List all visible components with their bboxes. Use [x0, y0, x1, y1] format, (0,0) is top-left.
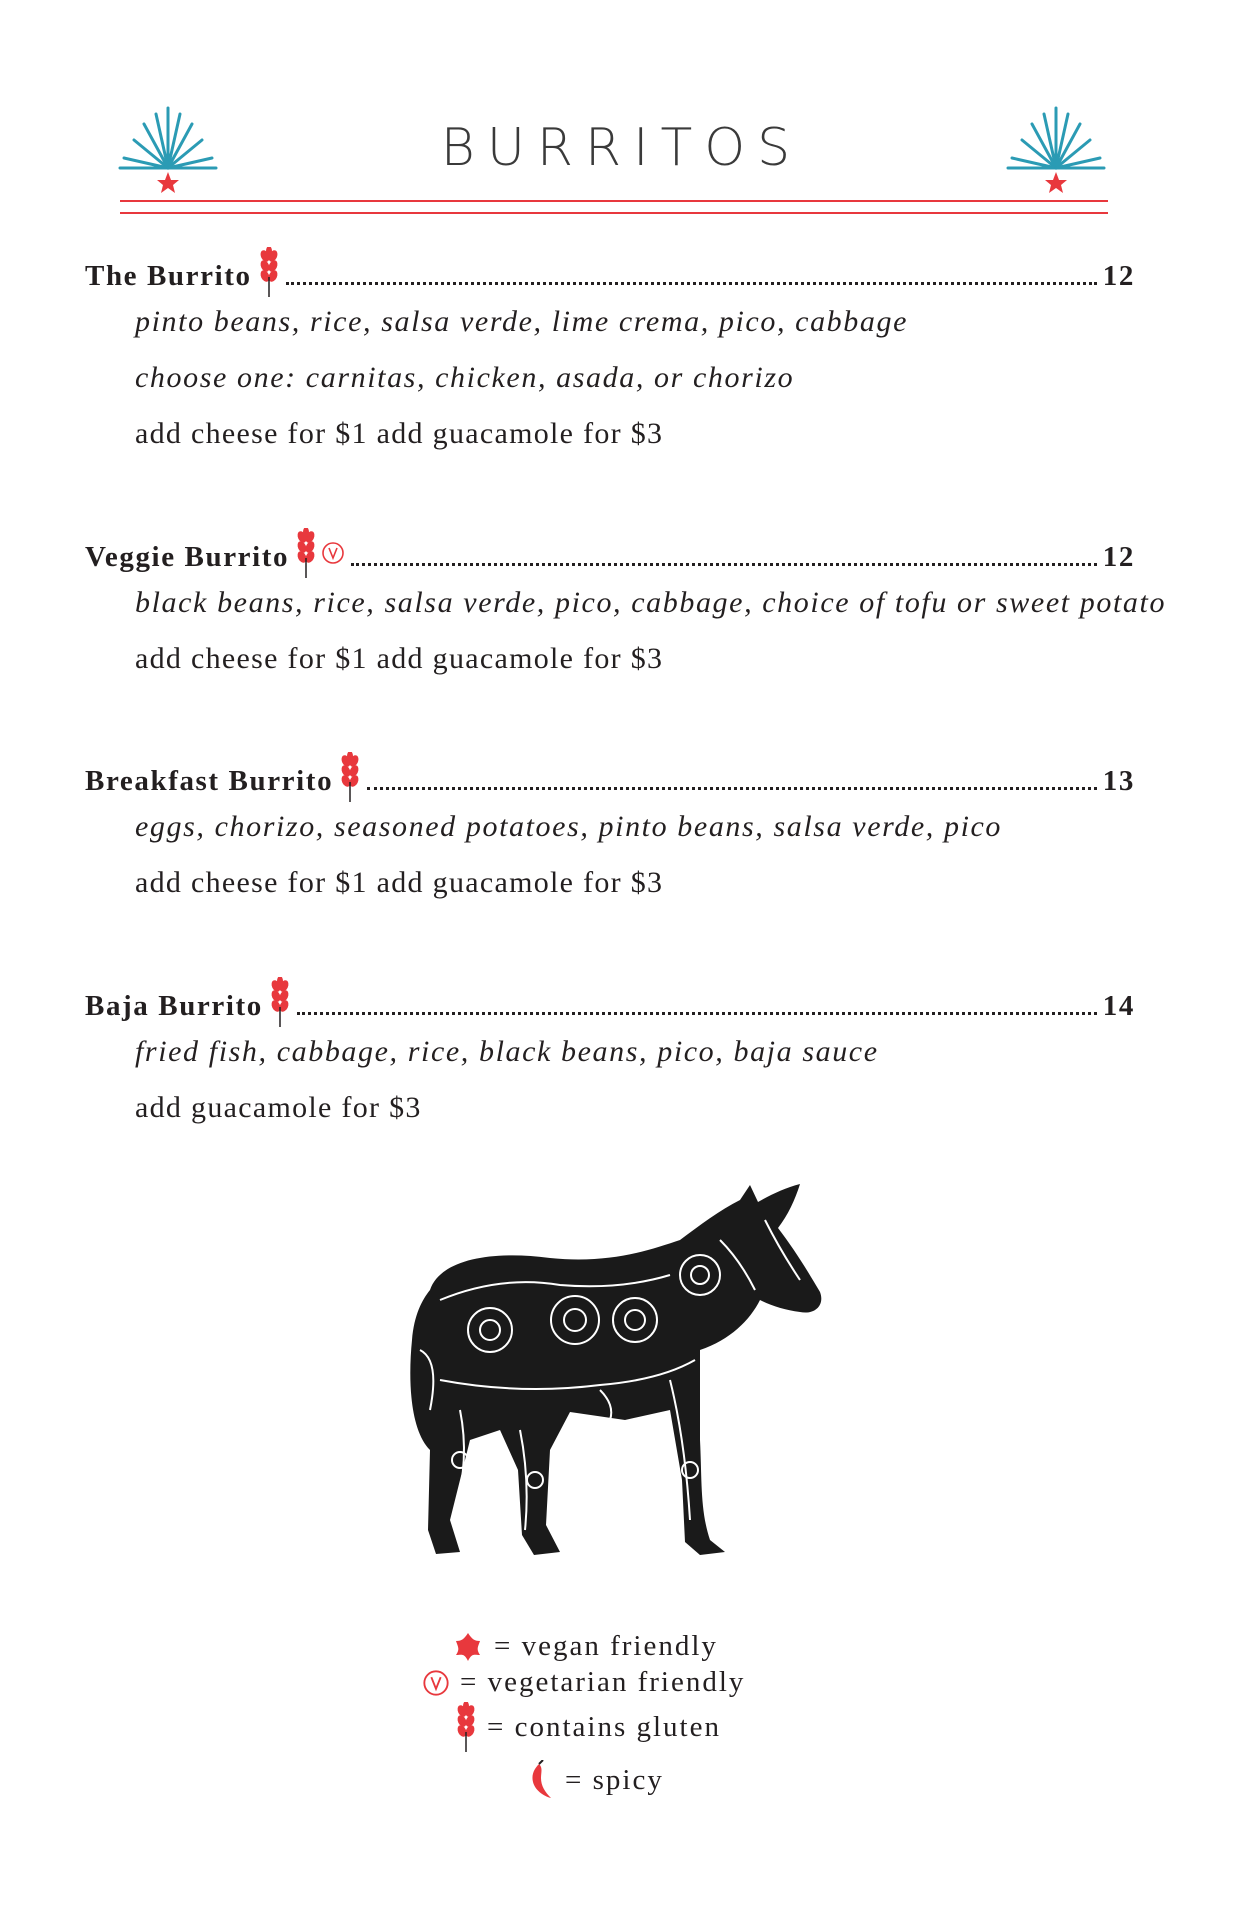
legend-label: = contains gluten [487, 1710, 721, 1743]
chili-pepper-icon [525, 1760, 555, 1800]
menu-item-price: 14 [1102, 990, 1135, 1022]
gluten-icon [455, 1702, 477, 1752]
menu-item [85, 250, 1135, 462]
menu-item-addon: add guacamole for $3 [135, 1091, 422, 1124]
dot-leader [367, 787, 1097, 790]
agave-icon [1006, 100, 1106, 200]
menu-item [85, 980, 1135, 1136]
legend-item [525, 1760, 664, 1800]
menu-item-header [85, 250, 1135, 294]
menu-item-name: The Burrito [85, 260, 252, 292]
menu-item-description: pinto beans, rice, salsa verde, lime crema, pico, cabbage [135, 305, 908, 338]
page-title: BURRITOS [440, 118, 803, 178]
menu-item-description: fried fish, cabbage, rice, black beans, pico, baja sauce [135, 1035, 879, 1068]
menu-item-price: 12 [1102, 260, 1135, 292]
vegetarian-icon [422, 1669, 450, 1697]
menu-item-addon: add cheese for $1 add guacamole for $3 [135, 866, 664, 899]
menu-item-name: Breakfast Burrito [85, 765, 334, 797]
dot-leader [351, 563, 1097, 566]
dot-leader [297, 1012, 1097, 1015]
legend-label: = vegan friendly [494, 1630, 718, 1662]
gluten-icon [269, 977, 291, 1027]
dot-leader [286, 282, 1097, 285]
gluten-icon [339, 752, 361, 802]
header-divider [120, 200, 1108, 202]
menu-item-header [85, 755, 1135, 799]
menu-item-description: eggs, chorizo, seasoned potatoes, pinto beans, salsa verde, pico [135, 810, 1003, 843]
legend-label: = vegetarian friendly [460, 1666, 746, 1698]
vegan-leaf-icon [452, 1631, 484, 1663]
menu-item [85, 531, 1167, 687]
menu-item-header [85, 531, 1135, 575]
menu-item-description: choose one: carnitas, chicken, asada, or chorizo [135, 361, 795, 394]
legend-label: = spicy [565, 1763, 664, 1796]
donkey-illustration [400, 1180, 850, 1570]
menu-item-name: Veggie Burrito [85, 541, 290, 573]
menu-item-price: 13 [1102, 765, 1135, 797]
menu-item-price: 12 [1102, 541, 1135, 573]
menu-item-addon: add cheese for $1 add guacamole for $3 [135, 417, 664, 450]
gluten-icon [295, 528, 317, 578]
menu-item-addon: add cheese for $1 add guacamole for $3 [135, 642, 664, 675]
vegetarian-icon [321, 541, 345, 565]
menu-header [0, 0, 1243, 230]
menu-item-header [85, 980, 1135, 1024]
menu-item-description: black beans, rice, salsa verde, pico, cabbage, choice of tofu or sweet potato [135, 586, 1167, 619]
legend-item [422, 1666, 745, 1699]
menu-item [85, 755, 1135, 911]
gluten-icon [258, 247, 280, 297]
header-divider [120, 212, 1108, 214]
legend-item [455, 1702, 721, 1752]
legend-item [452, 1630, 718, 1663]
menu-item-name: Baja Burrito [85, 990, 263, 1022]
